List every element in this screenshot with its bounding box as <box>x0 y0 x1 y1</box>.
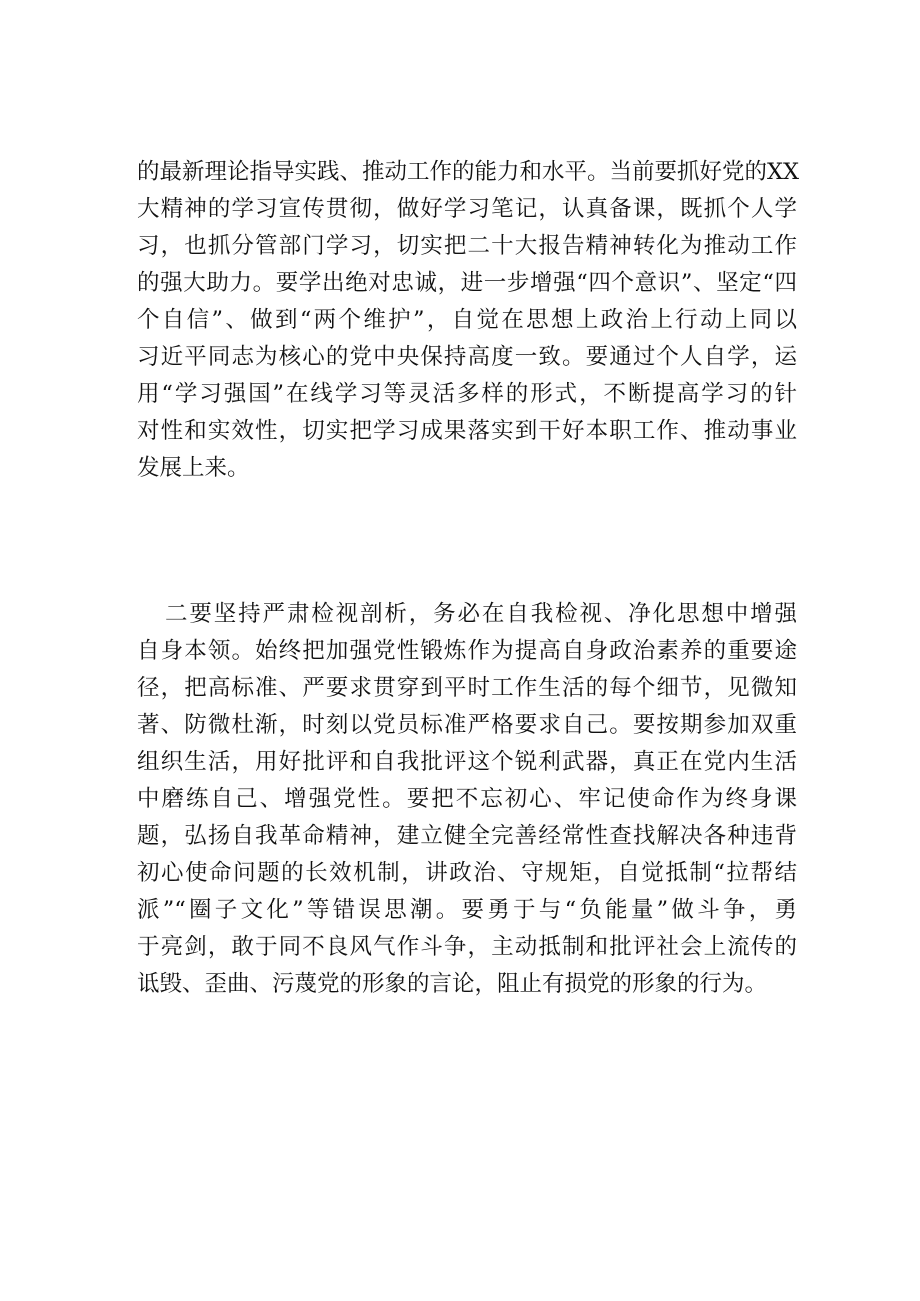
text-line: 习，也抓分管部门学习，切实把二十大报告精神转化为推动工作 <box>137 233 797 259</box>
text-line: 自身本领。始终把加强党性锻炼作为提高自身政治素养的重要途 <box>137 638 797 664</box>
text-line: 对性和实效性，切实把学习成果落实到干好本职工作、推动事业 <box>137 418 797 444</box>
text-line: 初心使命问题的长效机制，讲政治、守规矩，自觉抵制“拉帮结 <box>137 860 797 886</box>
text-line: 的最新理论指导实践、推动工作的能力和水平。当前要抓好党的XX <box>137 159 800 185</box>
paragraph-self-inspection <box>137 596 797 1003</box>
text-line: 派”“圈子文化”等错误思潮。要勇于与“负能量”做斗争，勇 <box>137 897 797 923</box>
paragraph-study <box>137 154 800 487</box>
text-line: 组织生活，用好批评和自我批评这个锐利武器，真正在党内生活 <box>137 749 797 775</box>
text-line: 的强大助力。要学出绝对忠诚，进一步增强“四个意识”、坚定“四 <box>137 270 797 296</box>
text-line: 发展上来。 <box>137 455 250 481</box>
text-line: 二要坚持严肃检视剖析，务必在自我检视、净化思想中增强 <box>165 601 797 627</box>
text-line: 用“学习强国”在线学习等灵活多样的形式，不断提高学习的针 <box>137 381 797 407</box>
text-line: 中磨练自己、增强党性。要把不忘初心、牢记使命作为终身课 <box>137 786 797 812</box>
text-line: 于亮剑，敢于同不良风气作斗争，主动抵制和批评社会上流传的 <box>137 934 797 960</box>
text-line: 大精神的学习宣传贯彻，做好学习笔记，认真备课，既抓个人学 <box>137 196 797 222</box>
text-line: 著、防微杜渐，时刻以党员标准严格要求自己。要按期参加双重 <box>137 712 797 738</box>
text-line: 诋毁、歪曲、污蔑党的形象的言论，阻止有损党的形象的行为。 <box>137 971 768 997</box>
text-line: 题，弘扬自我革命精神，建立健全完善经常性查找解决各种违背 <box>137 823 797 849</box>
text-line: 个自信”、做到“两个维护”，自觉在思想上政治上行动上同以 <box>137 307 797 333</box>
text-line: 径，把高标准、严要求贯穿到平时工作生活的每个细节，见微知 <box>137 675 797 701</box>
text-line: 习近平同志为核心的党中央保持高度一致。要通过个人自学，运 <box>137 344 797 370</box>
